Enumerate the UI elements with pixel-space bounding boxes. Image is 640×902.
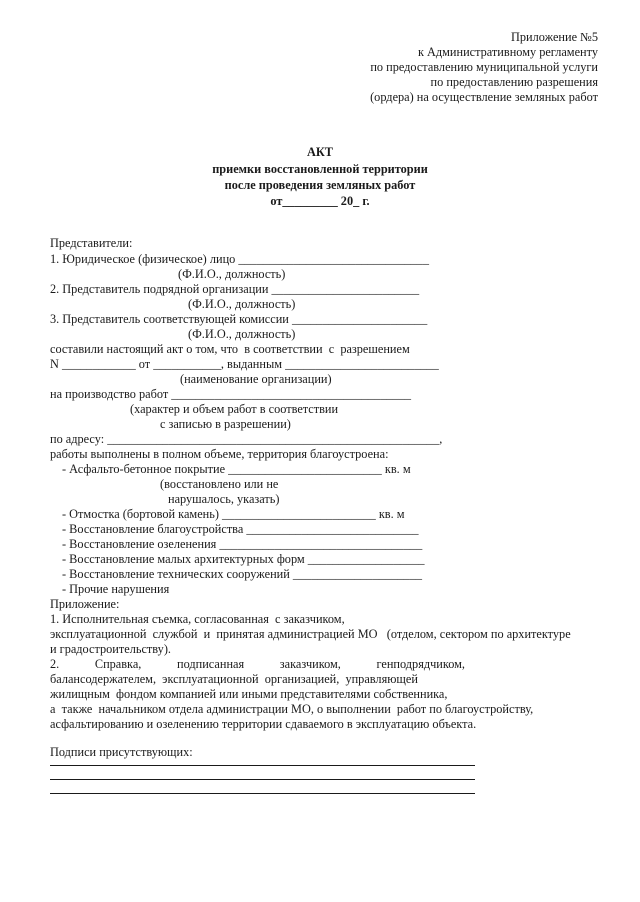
item-other: - Прочие нарушения [62,582,170,596]
rep1-hint: (Ф.И.О., должность) [178,267,286,281]
title-date: от_________ 20_ г. [270,194,370,208]
title-line-3: после проведения земляных работ [224,178,416,192]
restored-hint-2: нарушалось, указать) [168,492,280,506]
org-hint: (наименование организации) [180,372,332,386]
signatures-label: Подписи присутствующих: [50,745,193,759]
appendix-label: Приложение: [50,597,120,611]
composed-line: составили настоящий акт о том, что в соответствии с разрешением [50,342,410,356]
appendix-2-line-2: балансодержателем, эксплуатационной организацией, управляющей [50,672,418,686]
header-line-2: к Административному регламенту [417,45,598,59]
signature-line-1 [50,765,475,766]
header-line-5: (ордера) на осуществление земляных работ [370,90,598,104]
title-line-2: приемки восстановленной территории [212,162,428,176]
works-hint-2: с записью в разрешении) [160,417,291,431]
production-line: на производство работ _______________________________________ [50,387,412,401]
header-line-1: Приложение №5 [511,30,598,44]
item-small-forms: - Восстановление малых архитектурных форм ___________________ [62,552,425,566]
rep3-hint: (Ф.И.О., должность) [188,327,296,341]
title-act: АКТ [307,145,333,159]
item-curb: - Отмостка (бортовой камень) _________________________ кв. м [62,507,405,521]
header-line-4: по предоставлению разрешения [430,75,598,89]
number-line: N ____________ от ___________, выданным _________________________ [50,357,439,371]
address-line: по адресу: ______________________________________________________, [50,432,443,446]
item-landscaping: - Восстановление благоустройства ____________________________ [62,522,419,536]
item-greening: - Восстановление озеленения _________________________________ [62,537,423,551]
works-hint-1: (характер и объем работ в соответствии [130,402,339,416]
appendix-1-line-1: 1. Исполнительная съемка, согласованная с заказчиком, [50,612,345,626]
appendix-2-line-3: жилищным фондом компанией или иными представителями собственника, [50,687,448,701]
rep2-hint: (Ф.И.О., должность) [188,297,296,311]
rep2-line: 2. Представитель подрядной организации ________________________ [50,282,420,296]
item-asphalt: - Асфальто-бетонное покрытие _________________________ кв. м [62,462,411,476]
restored-hint-1: (восстановлено или не [160,477,279,491]
rep3-line: 3. Представитель соответствующей комиссии ______________________ [50,312,428,326]
appendix-1-line-3: и градостроительству). [50,642,171,656]
rep1-line: 1. Юридическое (физическое) лицо _______________________________ [50,252,429,266]
signature-line-3 [50,793,475,794]
appendix-2-line-1: 2. Справка, подписанная заказчиком, генподрядчиком, [50,657,465,671]
works-done-line: работы выполнены в полном объеме, территория благоустроена: [50,447,389,461]
appendix-2-line-4: а также начальником отдела администрации МО, о выполнении работ по благоустройству, [50,702,534,716]
item-tech: - Восстановление технических сооружений _____________________ [62,567,423,581]
header-line-3: по предоставлению муниципальной услуги [370,60,598,74]
signature-line-2 [50,779,475,780]
representatives-label: Представители: [50,236,133,250]
appendix-2-line-5: асфальтированию и озеленению территории сдаваемого в эксплуатацию объекта. [50,717,477,731]
appendix-1-line-2: эксплуатационной службой и принятая администрацией МО (отделом, сектором по архитектуре [50,627,571,641]
